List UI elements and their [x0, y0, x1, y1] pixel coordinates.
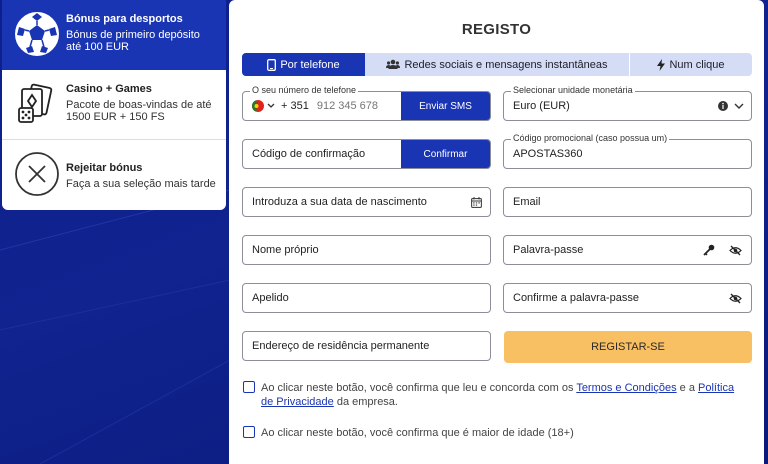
soccer-ball-icon	[13, 10, 61, 58]
password-field[interactable]	[503, 235, 752, 265]
bonus-description: Bónus de primeiro depósito até 100 EUR	[66, 28, 200, 53]
phone-country-code: + 351	[281, 100, 309, 112]
confirm-password-placeholder: Confirme a palavra-passe	[513, 292, 639, 304]
email-placeholder: Email	[513, 196, 541, 208]
portugal-flag-icon	[252, 100, 264, 112]
confirmation-code-placeholder: Código de confirmação	[252, 148, 366, 160]
address-field[interactable]	[242, 331, 491, 361]
tab-label: Por telefone	[280, 58, 340, 71]
age-checkbox[interactable]	[243, 426, 255, 438]
age-confirm-text: Ao clicar neste botão, você confirma que é maior de idade (18+)	[261, 427, 574, 439]
bonus-title: Bónus para desportos	[66, 13, 183, 25]
birthdate-placeholder: Introduza a sua data de nascimento	[252, 196, 427, 208]
chevron-down-icon	[267, 103, 275, 109]
terms-link[interactable]: Termos e Condições	[576, 382, 677, 394]
terms-text-mid: e a	[676, 382, 698, 394]
tab-label: Num clique	[669, 58, 725, 71]
users-icon	[386, 59, 400, 70]
bonus-title: Rejeitar bónus	[66, 162, 143, 174]
confirm-password-field[interactable]	[503, 283, 752, 313]
promo-code-field[interactable]	[503, 133, 752, 169]
bonus-description: Pacote de boas-vindas de até 1500 EUR + 150 FS	[66, 98, 212, 123]
bonus-option-sports[interactable]	[2, 0, 226, 70]
last-name-field[interactable]	[242, 283, 491, 313]
tab-label: Redes sociais e mensagens instantâneas	[404, 58, 608, 71]
terms-checkbox[interactable]	[243, 381, 255, 393]
chevron-down-icon	[734, 103, 744, 110]
address-placeholder: Endereço de residência permanente	[252, 340, 430, 352]
bonus-title: Casino + Games	[66, 83, 152, 95]
bonus-option-casino[interactable]	[2, 70, 226, 140]
tab-one-click[interactable]	[630, 53, 752, 76]
terms-text-post: da empresa.	[333, 396, 398, 408]
phone-icon	[267, 59, 276, 71]
bonus-panel	[2, 0, 226, 210]
confirmation-code-field[interactable]	[242, 139, 491, 169]
phone-label: O seu número de telefone	[252, 85, 357, 95]
lightning-icon	[657, 59, 665, 71]
tab-by-phone[interactable]	[242, 53, 365, 76]
send-sms-button[interactable]: Enviar SMS	[401, 92, 490, 120]
last-name-placeholder: Apelido	[252, 292, 289, 304]
casino-cards-dice-icon	[13, 80, 61, 128]
eye-slash-icon[interactable]	[729, 245, 742, 256]
registration-panel	[229, 0, 764, 464]
currency-select[interactable]	[503, 85, 752, 121]
bonus-description: Faça a sua seleção mais tarde	[66, 177, 216, 190]
first-name-field[interactable]	[242, 235, 491, 265]
password-placeholder: Palavra-passe	[513, 244, 584, 256]
info-icon[interactable]	[718, 101, 728, 111]
promo-code-label: Código promocional (caso possua um)	[513, 133, 668, 143]
first-name-placeholder: Nome próprio	[252, 244, 319, 256]
country-selector[interactable]	[243, 100, 275, 112]
currency-label: Selecionar unidade monetária	[513, 85, 633, 95]
registration-tabs	[242, 53, 752, 76]
close-circle-icon	[13, 150, 61, 198]
phone-input[interactable]	[317, 100, 397, 112]
tab-social-networks[interactable]	[365, 53, 629, 76]
phone-field	[242, 85, 491, 121]
register-button[interactable]: REGISTAR-SE	[504, 331, 752, 363]
privacy-policy-link[interactable]: Política de Privacidade	[261, 382, 735, 408]
confirm-button[interactable]: Confirmar	[401, 140, 490, 168]
age-checkbox-row	[243, 426, 743, 440]
bonus-option-reject[interactable]	[2, 140, 226, 210]
terms-text	[261, 381, 743, 409]
birthdate-field[interactable]	[242, 187, 491, 217]
calendar-icon[interactable]	[471, 197, 482, 208]
page-title: REGISTO	[461, 21, 532, 38]
key-icon[interactable]	[703, 244, 715, 256]
terms-text-pre: Ao clicar neste botão, você confirma que leu e concorda com os	[261, 382, 577, 394]
promo-code-value: APOSTAS360	[513, 148, 583, 160]
terms-checkbox-row	[243, 381, 743, 409]
currency-value: Euro (EUR)	[513, 100, 570, 112]
email-field[interactable]	[503, 187, 752, 217]
eye-slash-icon[interactable]	[729, 293, 742, 304]
